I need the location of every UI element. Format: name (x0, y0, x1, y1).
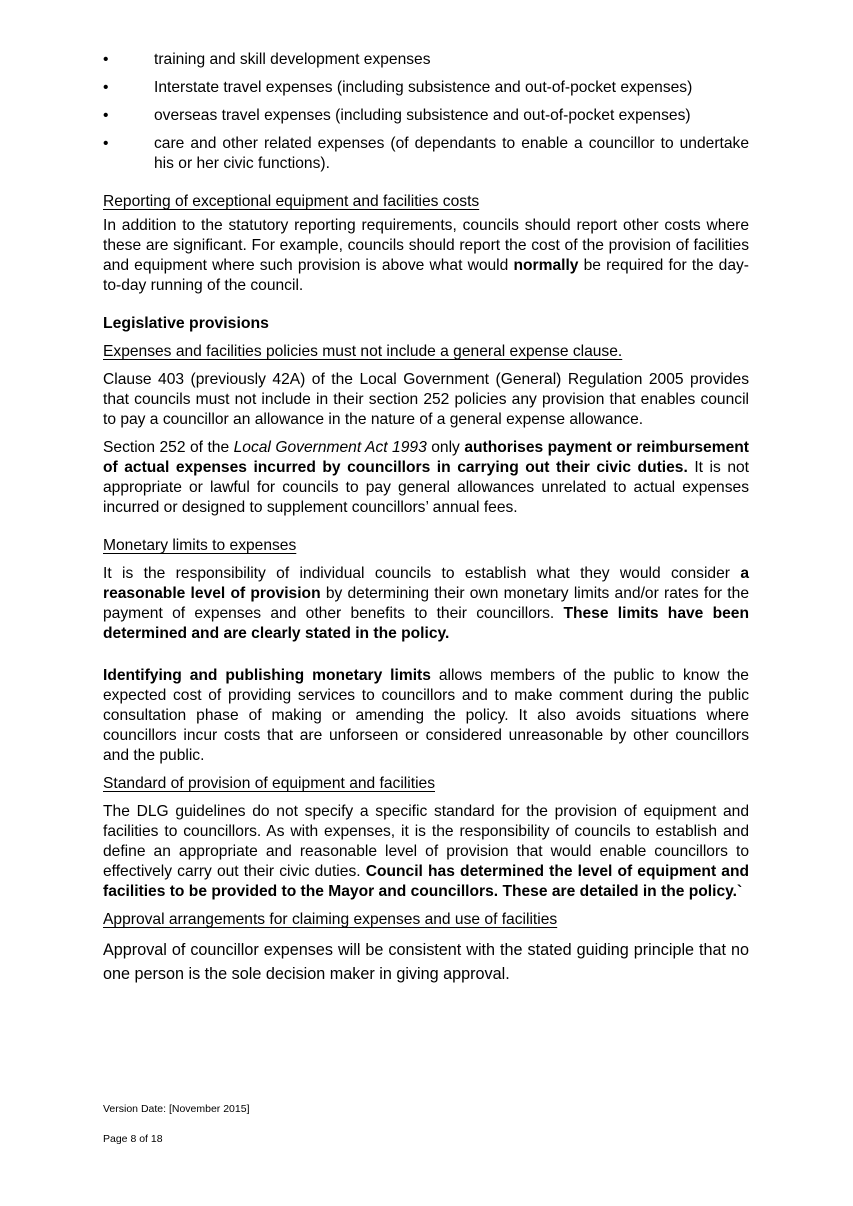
reporting-paragraph: In addition to the statutory reporting requirements, councils should report other costs where these are significant. For example, councils should report the cost of the provision of facilities and equipment where such provision is above what would normally be required for the day-to-day running of the council. (103, 217, 750, 294)
list-item: • Interstate travel expenses (including subsistence and out-of-pocket expenses) (103, 79, 693, 96)
approval-paragraph: Approval of councillor expenses will be consistent with the stated guiding principle that no one person is the sole decision maker in giving approval. (103, 941, 749, 983)
legislative-heading: Legislative provisions (103, 315, 269, 332)
bullet-icon: • (103, 79, 109, 96)
expense-bullet-list (103, 50, 749, 174)
bullet-icon: • (103, 107, 109, 124)
footer-version: Version Date: [November 2015] (103, 1103, 250, 1115)
document-page (103, 50, 749, 986)
monetary-heading: Monetary limits to expenses (103, 537, 297, 554)
standard-paragraph: The DLG guidelines do not specify a specific standard for the provision of equipment and facilities to councillors. As with expenses, it is the responsibility of councils to establish and define an appropriate and reasonable level of provision that would enable councillors to effectively carry out their civic duties. Council has determined the level of equipment and facilities to be provided to the Mayor and councillors. These are detailed in the policy.` (103, 803, 749, 900)
monetary-paragraph-1: It is the responsibility of individual councils to establish what they would consider a reasonable level of provision by determining their own monetary limits and/or rates for the payment of expenses and other benefits to their councillors. These limits have been determined and are clearly stated in the policy. (103, 565, 749, 642)
section-252-paragraph: Section 252 of the Local Government Act 1993 only authorises payment or reimbursement of actual expenses incurred by councillors in carrying out their civic duties. It is not appropriate or lawful for councils to pay general allowances unrelated to actual expenses incurred or designed to supplement councillors’ annual fees. (103, 439, 749, 516)
clause-403-paragraph: Clause 403 (previously 42A) of the Local Government (General) Regulation 2005 provides that councils must not include in their section 252 policies any provision that enables council to pay a councillor an allowance in the nature of a general expense allowance. (103, 371, 749, 428)
bullet-icon: • (103, 51, 109, 68)
bullet-icon: • (103, 135, 109, 152)
footer-page-number: Page 8 of 18 (103, 1133, 163, 1145)
approval-heading: Approval arrangements for claiming expenses and use of facilities (103, 911, 558, 928)
list-item: • training and skill development expenses (103, 51, 431, 68)
list-item: • care and other related expenses (of dependants to enable a councillor to undertake his or her civic functions). (103, 135, 749, 172)
standard-heading: Standard of provision of equipment and facilities (103, 775, 435, 792)
general-expense-subheading: Expenses and facilities policies must not include a general expense clause. (103, 343, 623, 360)
reporting-heading: Reporting of exceptional equipment and facilities costs (103, 193, 480, 210)
list-item: • overseas travel expenses (including subsistence and out-of-pocket expenses) (103, 107, 691, 124)
monetary-paragraph-2: Identifying and publishing monetary limits allows members of the public to know the expected cost of providing services to councillors and to make comment during the public consultation phase of making or amending the policy. It also avoids situations where councillors incur costs that are unforseen or considered unreasonable by other councillors and the public. (103, 667, 749, 764)
